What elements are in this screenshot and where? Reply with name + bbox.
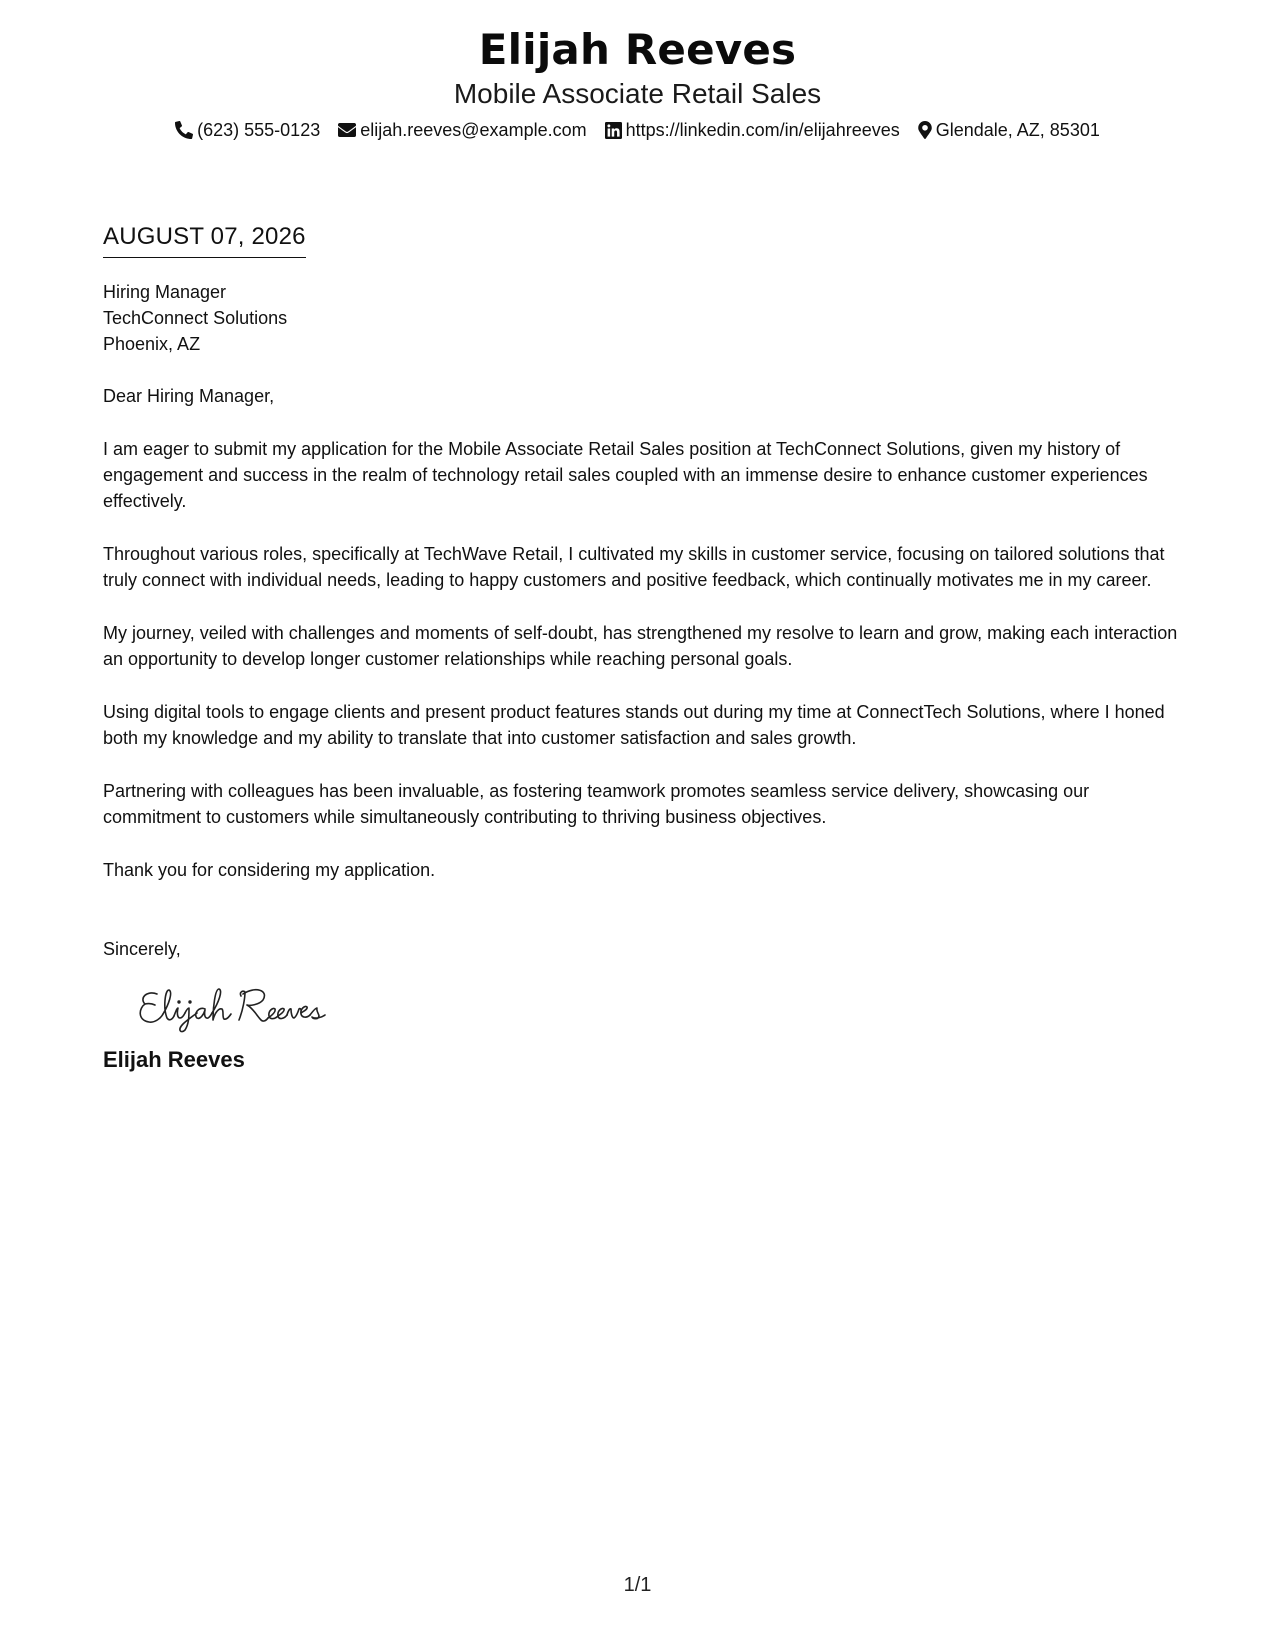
- handwritten-signature: [135, 978, 335, 1036]
- location-text: Glendale, AZ, 85301: [935, 120, 1100, 140]
- phone-text: (623) 555-0123: [197, 120, 321, 140]
- map-pin-icon: [918, 121, 932, 139]
- recipient-location: Phoenix, AZ: [103, 334, 201, 354]
- recipient-line: Hiring Manager: [103, 282, 227, 302]
- linkedin-icon: [605, 122, 622, 139]
- linkedin-text[interactable]: https://linkedin.com/in/elijahreeves: [625, 120, 900, 140]
- thank-you-paragraph: Thank you for considering my application.: [103, 860, 436, 880]
- email-text[interactable]: elijah.reeves@example.com: [360, 120, 587, 140]
- applicant-name: Elijah Reeves: [478, 25, 797, 74]
- contact-location: [918, 118, 1100, 142]
- envelope-icon: [338, 122, 356, 138]
- body-paragraph: My journey, veiled with challenges and moments of self-doubt, has strengthened my resolve to learn and grow, making each interaction an opportunity to develop longer customer relationships while reaching personal goals.: [103, 623, 1178, 669]
- salutation: Dear Hiring Manager,: [103, 386, 275, 406]
- recipient-block: [103, 279, 1178, 357]
- contact-email[interactable]: [338, 118, 586, 142]
- contact-linkedin[interactable]: [605, 118, 900, 142]
- letter-date: AUGUST 07, 2026: [103, 223, 306, 250]
- body-paragraph: I am eager to submit my application for the Mobile Associate Retail Sales position at TechConnect Solutions, given my history of engagement and success in the realm of technology retail sales coupled with an immense desire to enhance customer experiences effectively.: [103, 439, 1148, 511]
- contact-phone: [175, 118, 320, 142]
- body-paragraph: Using digital tools to engage clients and present product features stands out during my time at ConnectTech Solutions, where I honed both my knowledge and my ability to translate that into customer satisfaction and sales growth.: [103, 702, 1165, 748]
- signature-image: [135, 978, 335, 1036]
- job-title: Mobile Associate Retail Sales: [453, 78, 822, 109]
- phone-icon: [175, 121, 193, 139]
- closing: Sincerely,: [103, 939, 181, 959]
- body-paragraph: Partnering with colleagues has been invaluable, as fostering teamwork promotes seamless service delivery, showcasing our commitment to customers while simultaneously contributing to thriving business objectives.: [103, 781, 1090, 827]
- body-paragraph: Throughout various roles, specifically at TechWave Retail, I cultivated my skills in customer service, focusing on tailored solutions that truly connect with individual needs, leading to happy customers and positive feedback, which continually motivates me in my career.: [103, 544, 1165, 590]
- contact-info: [0, 118, 1275, 142]
- signer-name: Elijah Reeves: [103, 1047, 245, 1072]
- page-number: 1/1: [623, 1574, 652, 1596]
- letter-body: [103, 222, 1178, 1074]
- date-block: [103, 222, 306, 258]
- recipient-company: TechConnect Solutions: [103, 308, 288, 328]
- letter-header: [0, 24, 1275, 142]
